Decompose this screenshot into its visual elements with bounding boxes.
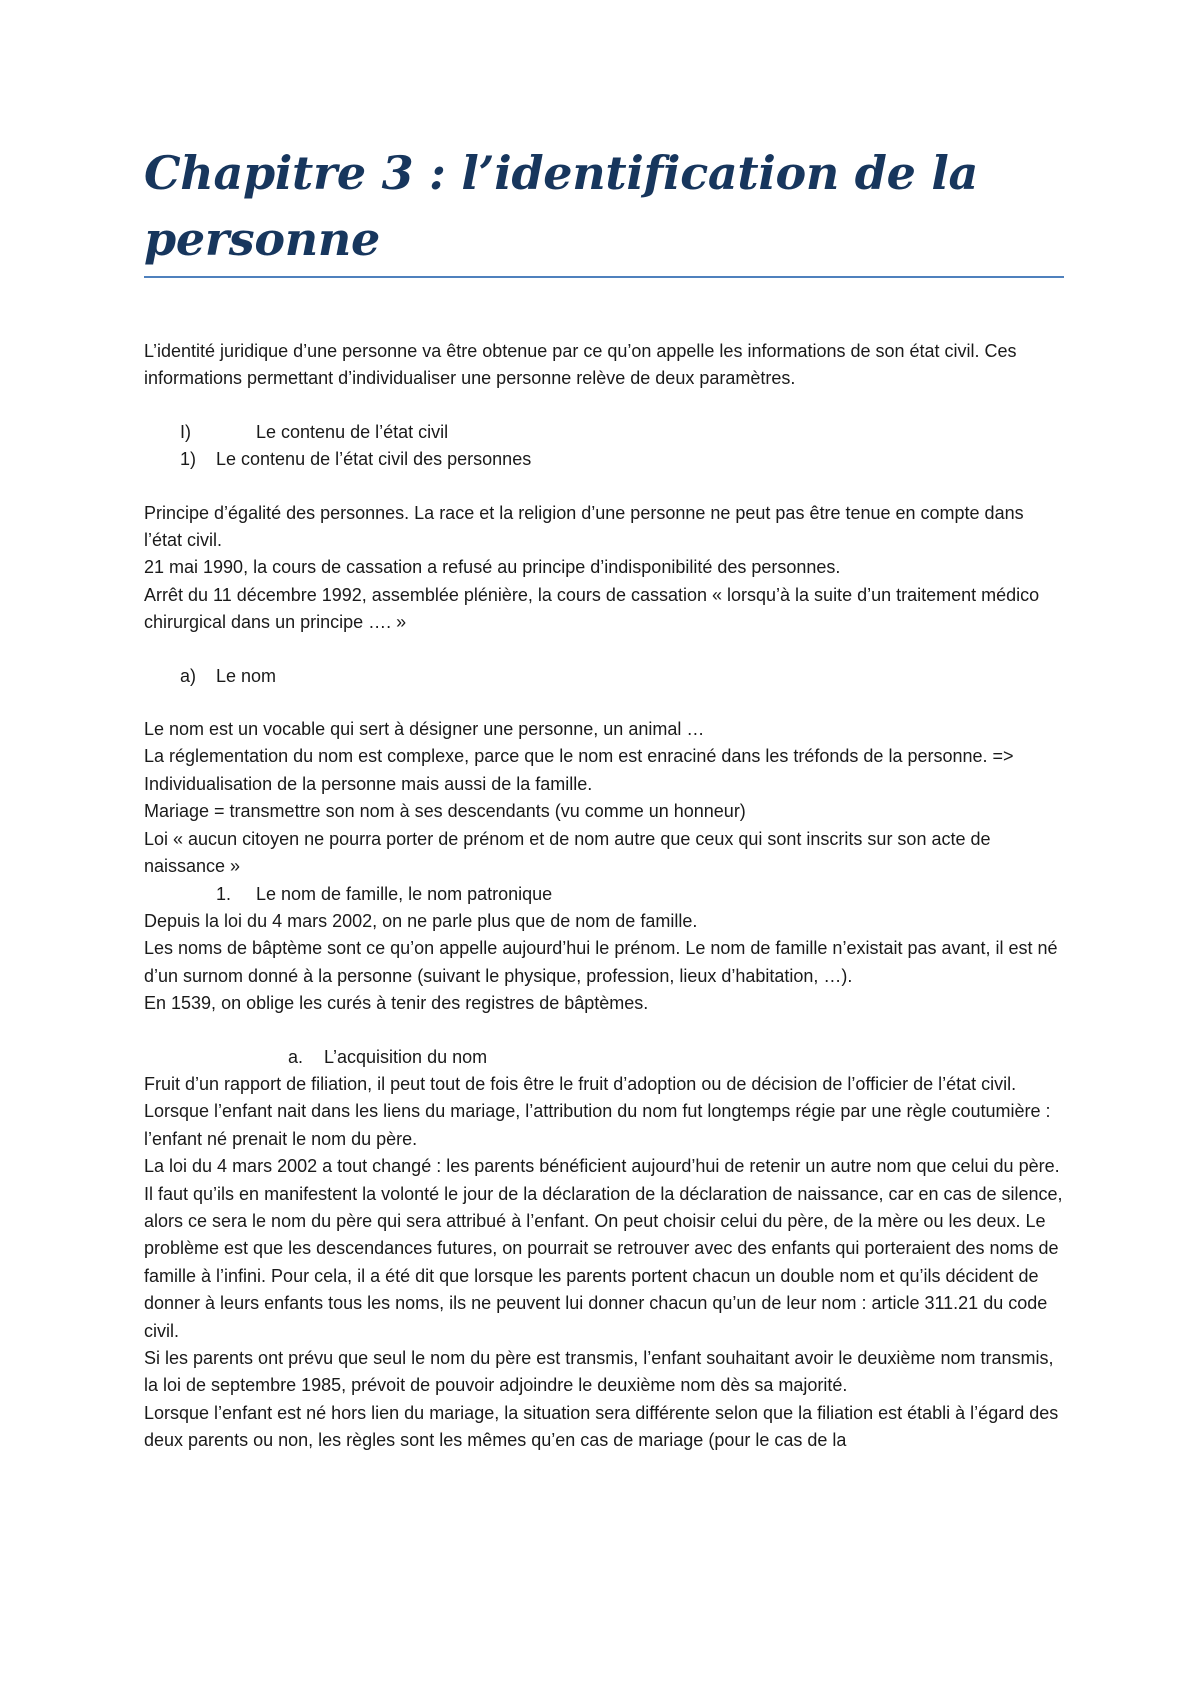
paragraph: Le nom est un vocable qui sert à désigner une personne, un animal … xyxy=(144,719,705,740)
paragraph: Lorsque l’enfant nait dans les liens du mariage, l’attribution du nom fut longtemps régie par une règle coutumière : l’enfant né prenait le nom du père. xyxy=(144,1101,1051,1149)
paragraph: Loi « aucun citoyen ne pourra porter de prénom et de nom autre que ceux qui sont inscrits sur son acte de naissance » xyxy=(144,828,991,877)
paragraph: Lorsque l’enfant est né hors lien du mariage, la situation sera différente selon que la filiation est établi à l’égard des deux parents ou non, les règles sont les mêmes qu’en cas de mariage (pour le cas de la xyxy=(144,1402,1059,1451)
list-marker: 1. xyxy=(216,883,232,904)
paragraph: Mariage = transmettre son nom à ses descendants (vu comme un honneur) xyxy=(144,801,746,822)
heading-label: L’acquisition du nom xyxy=(324,1046,488,1067)
document-body xyxy=(144,140,1064,1455)
paragraph: Principe d’égalité des personnes. La race et la religion d’une personne ne peut pas être tenue en compte dans l’état civil. xyxy=(144,502,1024,551)
intro-paragraph: L’identité juridique d’une personne va être obtenue par ce qu’on appelle les informations de son état civil. Ces informations permettant d’individualiser une personne relève de deux paramètres. xyxy=(144,341,1017,389)
paragraph: 21 mai 1990, la cours de cassation a refusé au principe d’indisponibilité des personnes. xyxy=(144,557,841,578)
heading-label: Le nom de famille, le nom patronique xyxy=(256,883,553,904)
paragraph: Arrêt du 11 décembre 1992, assemblée plénière, la cours de cassation « lorsqu’à la suite d’un traitement médico chirurgical dans un principe …. » xyxy=(144,584,1040,633)
heading-alpha-a xyxy=(144,663,1064,690)
heading-label: Le contenu de l’état civil xyxy=(256,421,449,442)
list-marker: 1) xyxy=(180,449,197,470)
heading-num-1 xyxy=(144,446,1064,473)
list-marker: a) xyxy=(180,665,197,686)
heading-label: Le contenu de l’état civil des personnes xyxy=(216,449,532,470)
heading-sub-a xyxy=(144,1044,1064,1071)
paragraph: La réglementation du nom est complexe, parce que le nom est enraciné dans les tréfonds de la personne. => Individualisation de la personne mais aussi de la famille. xyxy=(144,746,1014,794)
paragraph: Fruit d’un rapport de filiation, il peut tout de fois être le fruit d’adoption ou de décision de l’officier de l’état civil. xyxy=(144,1073,1017,1094)
list-marker: a. xyxy=(288,1046,304,1067)
paragraph: La loi du 4 mars 2002 a tout changé : les parents bénéficient aujourd’hui de retenir un autre nom que celui du père. Il faut qu’ils en manifestent la volonté le jour de la déclaration de la déclaration de naissance, car en cas de silence, alors ce sera le nom du père qui sera attribué à l’enfant. On peut choisir celui du père, de la mère ou les deux. Le problème est que les descendances futures, on pourrait se retrouver avec des enfants qui porteraient des noms de famille à l’infini. Pour cela, il a été dit que lorsque les parents portent chacun un double nom et qu’ils décident de donner à leurs enfants tous les noms, ils ne peuvent lui donner chacun qu’un de leur nom : article 311.21 du code civil. xyxy=(144,1156,1063,1341)
list-marker: I) xyxy=(180,421,191,442)
heading-one-1 xyxy=(144,881,1064,908)
heading-roman-1 xyxy=(144,419,1064,446)
paragraph: Si les parents ont prévu que seul le nom du père est transmis, l’enfant souhaitant avoir le deuxième nom transmis, la loi de septembre 1985, prévoit de pouvoir adjoindre le deuxième nom dès sa majorité. xyxy=(144,1348,1054,1396)
heading-label: Le nom xyxy=(216,665,277,686)
paragraph: En 1539, on oblige les curés à tenir des registres de bâptèmes. xyxy=(144,993,649,1014)
chapter-title: Chapitre 3 : l’identification de la personne xyxy=(144,140,1064,278)
paragraph: Depuis la loi du 4 mars 2002, on ne parle plus que de nom de famille. xyxy=(144,910,698,931)
paragraph: Les noms de bâptème sont ce qu’on appelle aujourd’hui le prénom. Le nom de famille n’existait pas avant, il est né d’un surnom donné à la personne (suivant le physique, profession, lieux d’habitation, …). xyxy=(144,938,1058,986)
